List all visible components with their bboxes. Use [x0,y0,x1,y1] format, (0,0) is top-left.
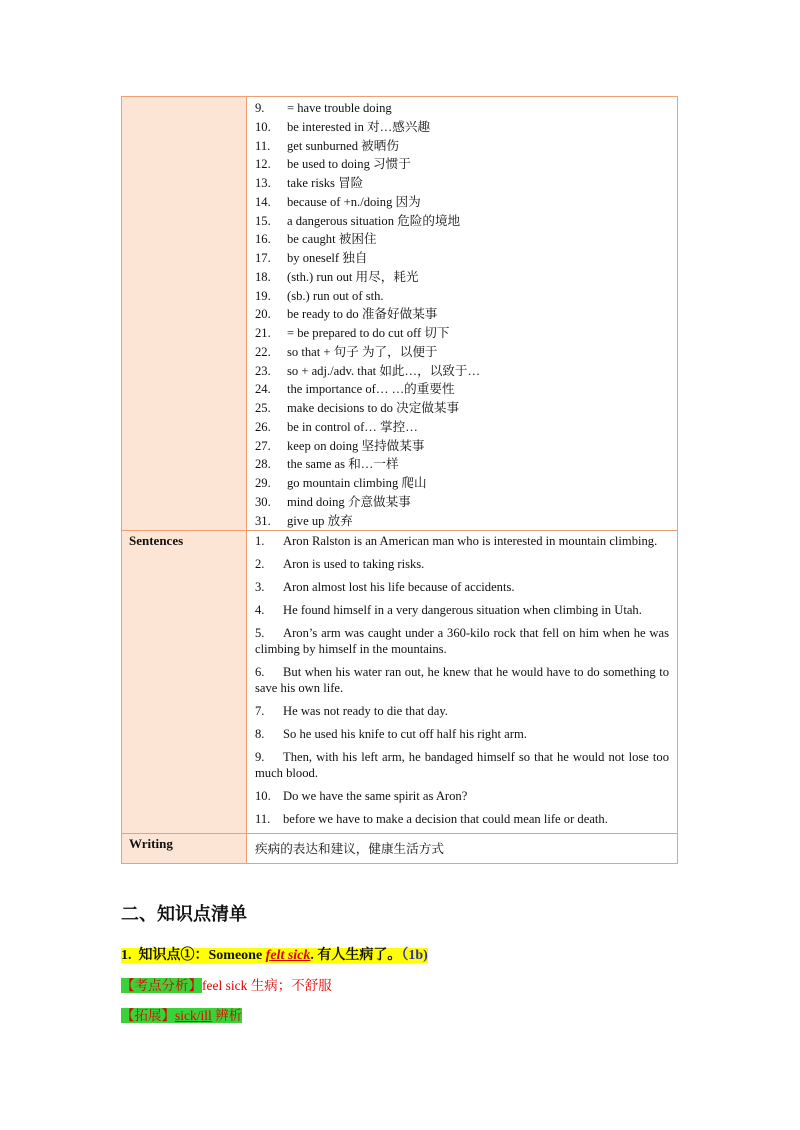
sentence-number: 10. [255,789,271,804]
knowledge-point-highlight [121,948,428,963]
vocab-item [255,249,669,268]
vocab-item [255,474,669,493]
vocab-row [122,97,678,531]
sentence-text: Do we have the same spirit as Aron? [283,789,468,804]
knowledge-point-keyword: felt sick [265,948,311,963]
sentence-item [255,625,669,657]
analysis-line [121,974,332,994]
sentences-label: Sentences [122,531,247,834]
vocab-item-number: 14. [255,194,271,209]
vocab-item-text: = have trouble doing [287,101,392,115]
sentences-cell [247,531,678,834]
vocab-item-text: the same as 和…一样 [287,457,399,472]
vocab-item [255,305,669,324]
vocab-item-number: 10. [255,119,271,134]
writing-cell [247,834,678,864]
sentence-number: 9. [255,750,265,765]
vocab-item [255,324,669,343]
section-title: 二、知识点清单 [121,904,247,925]
vocab-item-text: so + adj./adv. that 如此…，以致于… [287,363,481,378]
sentence-item [255,788,669,804]
vocab-item-text: (sb.) run out of sth. [287,288,384,303]
knowledge-point-heading [121,944,428,964]
vocab-item-number: 22. [255,344,271,359]
knowledge-point-unit: （1b) [401,948,428,963]
sentence-item [255,726,669,742]
summary-table [121,96,678,864]
sentence-number: 11. [255,812,271,827]
vocab-cell [247,97,678,531]
sentence-item [255,579,669,595]
vocab-item-number: 20. [255,307,271,322]
vocab-item-text: = be prepared to do cut off 切下 [287,326,450,340]
vocab-item [255,362,669,381]
vocab-item-text: take risks 冒险 [287,176,364,190]
vocab-item-text: so that + 句子 为了，以便于 [287,344,438,359]
vocab-item [255,193,669,212]
vocab-item-text: be in control of… 掌控… [287,419,418,434]
vocab-item-number: 13. [255,176,271,190]
vocab-item-text: be interested in 对…感兴趣 [287,119,431,134]
vocab-item [255,437,669,456]
sentence-item [255,556,669,572]
sentence-number: 4. [255,603,265,618]
sentence-item [255,664,669,696]
sentence-text: before we have to make a decision that could mean life or death. [283,812,608,827]
vocab-item-number: 23. [255,363,271,378]
sentence-text: Aron Ralston is an American man who is interested in mountain climbing. [283,534,658,549]
vocab-label-cell [122,97,247,531]
vocab-item-text: be caught 被困住 [287,232,377,247]
vocab-item-number: 27. [255,438,271,453]
vocab-item [255,230,669,249]
sentence-number: 5. [255,626,265,641]
vocab-item-text: go mountain climbing 爬山 [287,476,427,490]
vocab-item-number: 11. [255,138,271,153]
vocab-item [255,493,669,512]
sentence-item [255,703,669,719]
vocab-item [255,455,669,474]
extend-line [121,1004,242,1024]
vocab-item [255,287,669,306]
vocab-item-number: 19. [255,288,271,303]
vocab-item [255,118,669,137]
vocab-item [255,155,669,174]
knowledge-point-number: 1. [121,948,132,963]
vocab-item-number: 30. [255,494,271,509]
vocab-item-text: because of +n./doing 因为 [287,194,421,209]
knowledge-point-prefix: 知识点①：Someone [138,948,263,963]
vocab-item-number: 17. [255,251,271,265]
writing-row [122,834,678,864]
vocab-item-text: keep on doing 坚持做某事 [287,438,425,453]
vocab-item [255,174,669,193]
writing-text: 疾病的表达和建议，健康生活方式 [255,842,444,857]
vocab-item [255,212,669,231]
vocab-item-number: 29. [255,476,271,490]
sentence-text: So he used his knife to cut off half his right arm. [283,727,527,742]
sentence-number: 3. [255,580,265,595]
sentence-list [255,531,669,833]
vocab-item-text: a dangerous situation 危险的境地 [287,213,461,228]
sentence-number: 6. [255,665,265,680]
sentence-text: He was not ready to die that day. [283,704,448,719]
knowledge-point-suffix: . 有人生病了。 [310,948,402,963]
vocab-item-number: 12. [255,157,271,172]
vocab-item-text: by oneself 独自 [287,251,368,265]
sentence-text: Then, with his left arm, he bandaged himself so that he would not lose too much blood. [255,750,669,781]
sentence-text: Aron’s arm was caught under a 360-kilo rock that fell on him when he was climbing by himself in the mountains. [255,626,669,657]
vocab-item [255,399,669,418]
vocab-item [255,380,669,399]
vocab-item-number: 24. [255,382,271,397]
sentences-row [122,531,678,834]
sentence-text: Aron almost lost his life because of accidents. [283,580,515,595]
vocab-item-number: 16. [255,232,271,247]
vocab-item-text: (sth.) run out 用尽，耗光 [287,269,419,284]
vocab-item-text: be ready to do 准备好做某事 [287,307,438,322]
sentence-number: 7. [255,704,265,719]
vocab-item [255,99,669,118]
sentence-item [255,602,669,618]
vocab-item-text: make decisions to do 决定做某事 [287,401,460,415]
vocab-item-number: 25. [255,401,271,415]
sentence-item [255,811,669,827]
analysis-tag: 【考点分析】 [121,978,202,993]
vocab-item [255,137,669,156]
vocab-item-number: 18. [255,269,271,284]
analysis-text: feel sick 生病；不舒服 [202,978,332,993]
vocab-item-number: 15. [255,213,271,228]
extend-tag: 【拓展】 [121,1008,175,1023]
vocab-item [255,418,669,437]
vocab-item-number: 31. [255,513,271,528]
sentence-number: 2. [255,557,265,572]
sentence-text: But when his water ran out, he knew that he would have to do something to save his own life. [255,665,669,696]
sentence-number: 1. [255,534,265,549]
vocab-item-number: 9. [255,101,265,115]
writing-label: Writing [122,834,247,864]
sentence-item [255,749,669,781]
vocab-item [255,268,669,287]
vocab-item-text: be used to doing 习惯于 [287,157,411,172]
vocab-list [255,97,669,530]
sentence-text: Aron is used to taking risks. [283,557,425,572]
extend-rest: 辨析 [211,1008,243,1023]
vocab-item-text: get sunburned 被晒伤 [287,138,399,153]
vocab-item-number: 26. [255,419,271,434]
vocab-item-number: 28. [255,457,271,472]
vocab-item [255,512,669,531]
extend-highlight [121,1008,242,1023]
vocab-item [255,343,669,362]
sentence-item [255,533,669,549]
vocab-item-text: give up 放弃 [287,513,353,528]
sentence-text: He found himself in a very dangerous situation when climbing in Utah. [283,603,642,618]
vocab-item-number: 21. [255,326,271,340]
sentence-number: 8. [255,727,265,742]
extend-underlined: sick/ill [175,1008,212,1023]
vocab-item-text: the importance of… …的重要性 [287,382,455,397]
vocab-item-text: mind doing 介意做某事 [287,494,411,509]
